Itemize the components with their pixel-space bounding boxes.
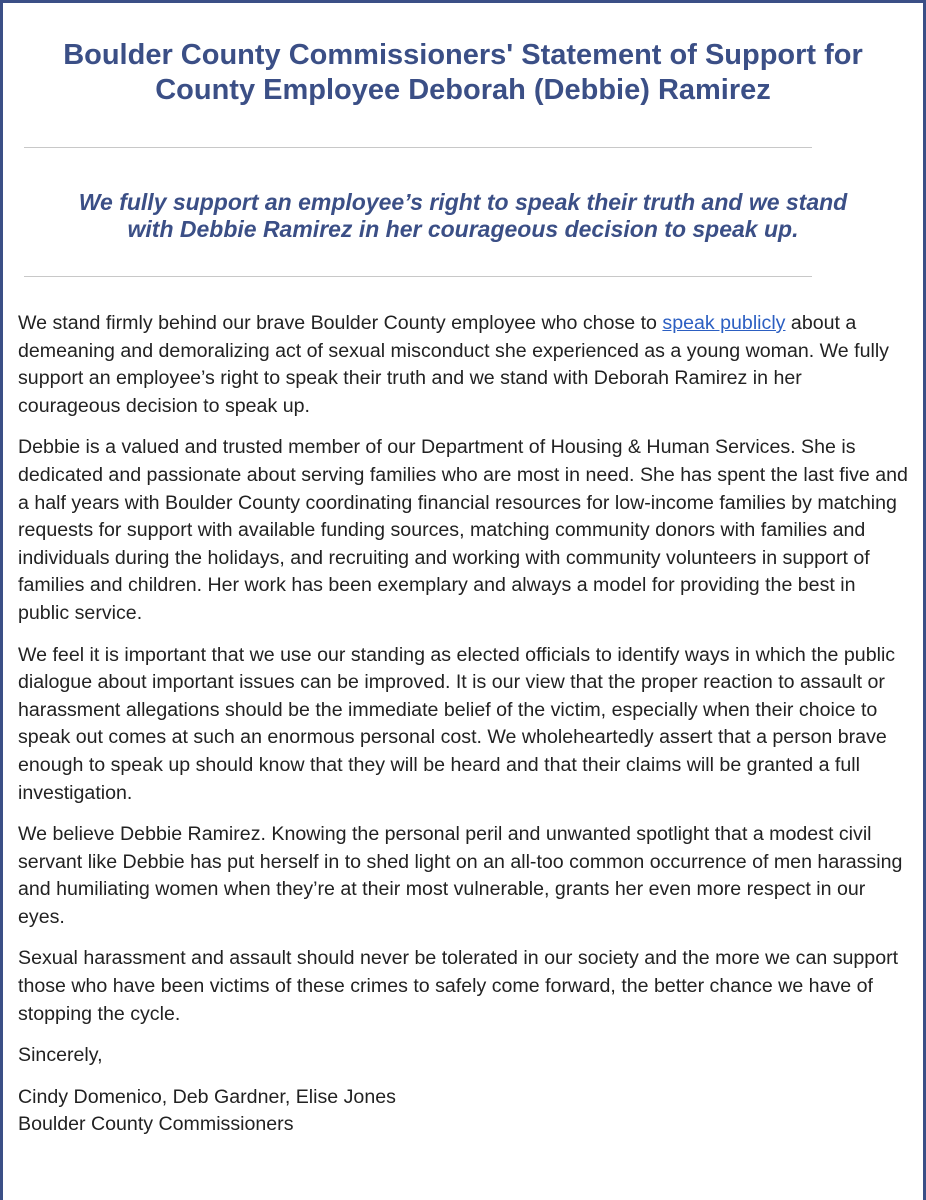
title-line-2: County Employee Deborah (Debbie) Ramirez [155, 74, 771, 106]
statement-document [18, 0, 908, 1153]
paragraph-4: We believe Debbie Ramirez. Knowing the personal peril and unwanted spotlight that a modest civil servant like Debbie has put herself in to shed light on an all-too common occurrence of men harassing and humiliating women when they’re at their most vulnerable, grants her even more respect in our eyes. [18, 823, 903, 928]
paragraph-1-text-start: We stand firmly behind our brave Boulder County employee who chose to [18, 312, 663, 334]
subtitle-line-2: with Debbie Ramirez in her courageous decision to speak up. [127, 216, 799, 242]
paragraph-1 [18, 310, 908, 420]
signatory-organization: Boulder County Commissioners [18, 1113, 294, 1136]
subtitle-quote [18, 189, 908, 243]
title-line-1: Boulder County Commissioners' Statement of Support for [63, 39, 863, 71]
divider-top [24, 147, 812, 148]
speak-publicly-link[interactable]: speak publicly [662, 312, 786, 334]
paragraph-3: We feel it is important that we use our standing as elected officials to identify ways in which the public dialogue about important issues can be improved. It is our view that the proper reaction to assault or harassment allegations should be the immediate belief of the victim, especially when their choice to speak out comes at such an enormous personal cost. We wholeheartedly assert that a person brave enough to speak up should know that they will be heard and that their claims will be granted a full investigation. [18, 643, 896, 804]
paragraph-5: Sexual harassment and assault should never be tolerated in our society and the more we can support those who have been victims of these crimes to safely come forward, the better chance we have of stopping the cycle. [18, 947, 899, 1025]
signatory-names: Cindy Domenico, Deb Gardner, Elise Jones [18, 1085, 396, 1108]
paragraph-1-text-end: about a demeaning and demoralizing act of sexual misconduct she experienced as a young woman. We fully support an employee’s right to speak their truth and we stand with Deborah Ramirez in her courageous decision to speak up. [18, 312, 889, 417]
signature-block [18, 1084, 908, 1139]
page-title [18, 38, 908, 108]
subtitle-line-1: We fully support an employee’s right to speak their truth and we stand [78, 189, 848, 215]
paragraph-2: Debbie is a valued and trusted member of our Department of Housing & Human Services. She is dedicated and passionate about serving families who are most in need. She has spent the last five and a half years with Boulder County coordinating financial resources for low-income families by matching requests for support with available funding sources, matching community donors with families and individuals during the holidays, and recruiting and working with community volunteers in support of families and children. Her work has been exemplary and always a model for providing the best in public service. [18, 436, 908, 624]
salutation: Sincerely, [18, 1044, 103, 1067]
statement-body [18, 310, 908, 1139]
divider-bottom [24, 276, 812, 277]
